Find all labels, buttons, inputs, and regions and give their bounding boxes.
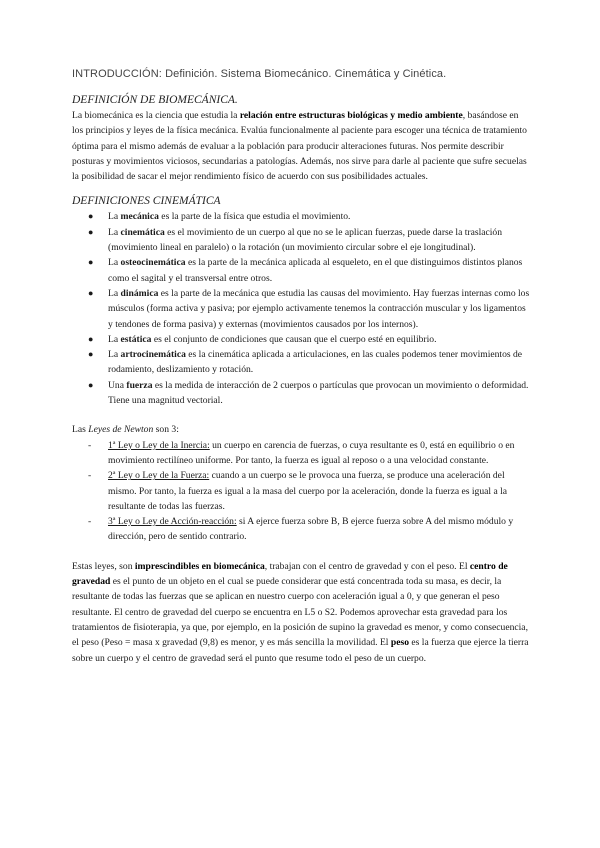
bullet-icon: ● (88, 287, 94, 298)
text-run: La biomecánica es la ciencia que estudia la (72, 110, 240, 121)
bullet-icon: ● (88, 349, 94, 360)
law-title: 3ª Ley o Ley de Acción-reacción: (108, 516, 237, 528)
definitions-list (72, 209, 532, 408)
bullet-icon: ● (88, 333, 94, 344)
text-run: , basándose en los principios y leyes de la física mecánica. Evalúa funcionalmente al paciente para escoger una técnica de tratamiento óptima para el mismo además de evaluar a la población para producir alteraciones futuras. Nos permite describir posturas y movimientos viciosos, secundarias a patologías. Además, nos sirve para darle al paciente que sufre secuelas la posibilidad de sacar el mejor rendimiento físico de acuerdo con sus posibilidades actuales. (72, 110, 527, 183)
list-item: ● Una fuerza es la medida de interacción de 2 cuerpos o partículas que provocan un movimiento o deformidad. Tiene una magnitud vectorial. (88, 379, 529, 407)
list-item: ● La osteocinemática es la parte de la mecánica aplicada al esqueleto, en el que distinguimos distintos planos como el sagital y el transversal entre otros. (88, 257, 523, 284)
list-item: ● La mecánica es la parte de la física que estudia el movimiento. (72, 209, 532, 224)
law-title: 2ª Ley o Ley de la Fuerza: (108, 470, 210, 482)
bullet-icon: ● (88, 211, 94, 222)
list-item: ● La cinemática es el movimiento de un cuerpo al que no se le aplican fuerzas, puede darse la traslación (movimiento lineal en paralelo) o la rotación (un movimiento circular sobre el eje longitudinal). (88, 226, 503, 254)
bullet-icon: ● (88, 257, 94, 268)
page-header: INTRODUCCIÓN: Definición. Sistema Biomecánico. Cinemática y Cinética. (72, 68, 447, 80)
dash-marker: - (88, 470, 92, 482)
document-content (72, 68, 532, 666)
bullet-icon: ● (88, 226, 94, 237)
list-item: ● La artrocinemática es la cinemática aplicada a articulaciones, en las cuales podemos tener movimientos de rodamiento, deslizamiento y rotación. (88, 349, 523, 376)
list-item: - 2ª Ley o Ley de la Fuerza: cuando a un cuerpo se le provoca una fuerza, se produce una aceleración del mismo. Por tanto, la fuerza es igual a la masa del cuerpo por la aceleración, donde la fuerza es igual a la resultante de todas las fuerzas. (88, 470, 508, 512)
list-item: - 3ª Ley o Ley de Acción-reacción: si A ejerce fuerza sobre B, B ejerce fuerza sobre A del mismo módulo y dirección, pero de sentido contrario. (88, 516, 514, 543)
italic-term: Leyes de Newton (88, 424, 154, 436)
newton-intro: Las Leyes de Newton son 3: (72, 424, 179, 436)
dash-marker: - (88, 439, 92, 451)
law-title: 1ª Ley o Ley de la Inercia: (108, 439, 210, 451)
list-item: - 1ª Ley o Ley de la Inercia: un cuerpo en carencia de fuerzas, o cuya resultante es 0, está en equilibrio o en movimiento rectilíneo uniforme. Por tanto, la fuerza es igual al reposo o a una velocidad constante. (88, 439, 515, 466)
dash-marker: - (88, 516, 92, 528)
bullet-icon: ● (88, 379, 94, 390)
paragraph-definicion-biomecanica (72, 108, 532, 184)
heading-definicion-biomecanica: DEFINICIÓN DE BIOMECÁNICA. (72, 94, 238, 106)
list-item: ● La dinámica es la parte de la mecánica que estudia las causas del movimiento. Hay fuerzas internas como los músculos (forma activa y pasiva; por ejemplo activamente tenemos la contracción muscular y los ligamentos y tendones de forma pasiva) y externas (movimientos causados por los internos). (88, 287, 530, 330)
list-item: ● La estática es el conjunto de condiciones que causan que el cuerpo esté en equilibrio. (72, 332, 532, 347)
bold-term: relación entre estructuras biológicas y medio ambiente (239, 110, 463, 121)
newton-laws-list (72, 438, 532, 545)
heading-definiciones-cinematica: DEFINICIONES CINEMÁTICA (72, 195, 221, 208)
paragraph-centro-gravedad: Estas leyes, son imprescindibles en biomecánica, trabajan con el centro de gravedad y con el peso. El centro de gravedad es el punto de un objeto en el cual se puede considerar que está concentrada toda su masa, es decir, la resultante de todas las fuerzas que se aplican en nuestro cuerpo con aceleración igual a 0, y que generan el peso resultante. El centro de gravedad del cuerpo se encuentra en L5 o S2. Podemos aprovechar esta gravedad para los tratamientos de fisioterapia, ya que, por ejemplo, en la posición de supino la gravedad es menor, y como consecuencia, el peso (Peso = masa x gravedad (9,8) es menor, y es más sencilla la movilidad. El peso es la fuerza que ejerce la tierra sobre un cuerpo y el centro de gravedad será el punto que resume todo el peso de un cuerpo. (72, 560, 529, 664)
